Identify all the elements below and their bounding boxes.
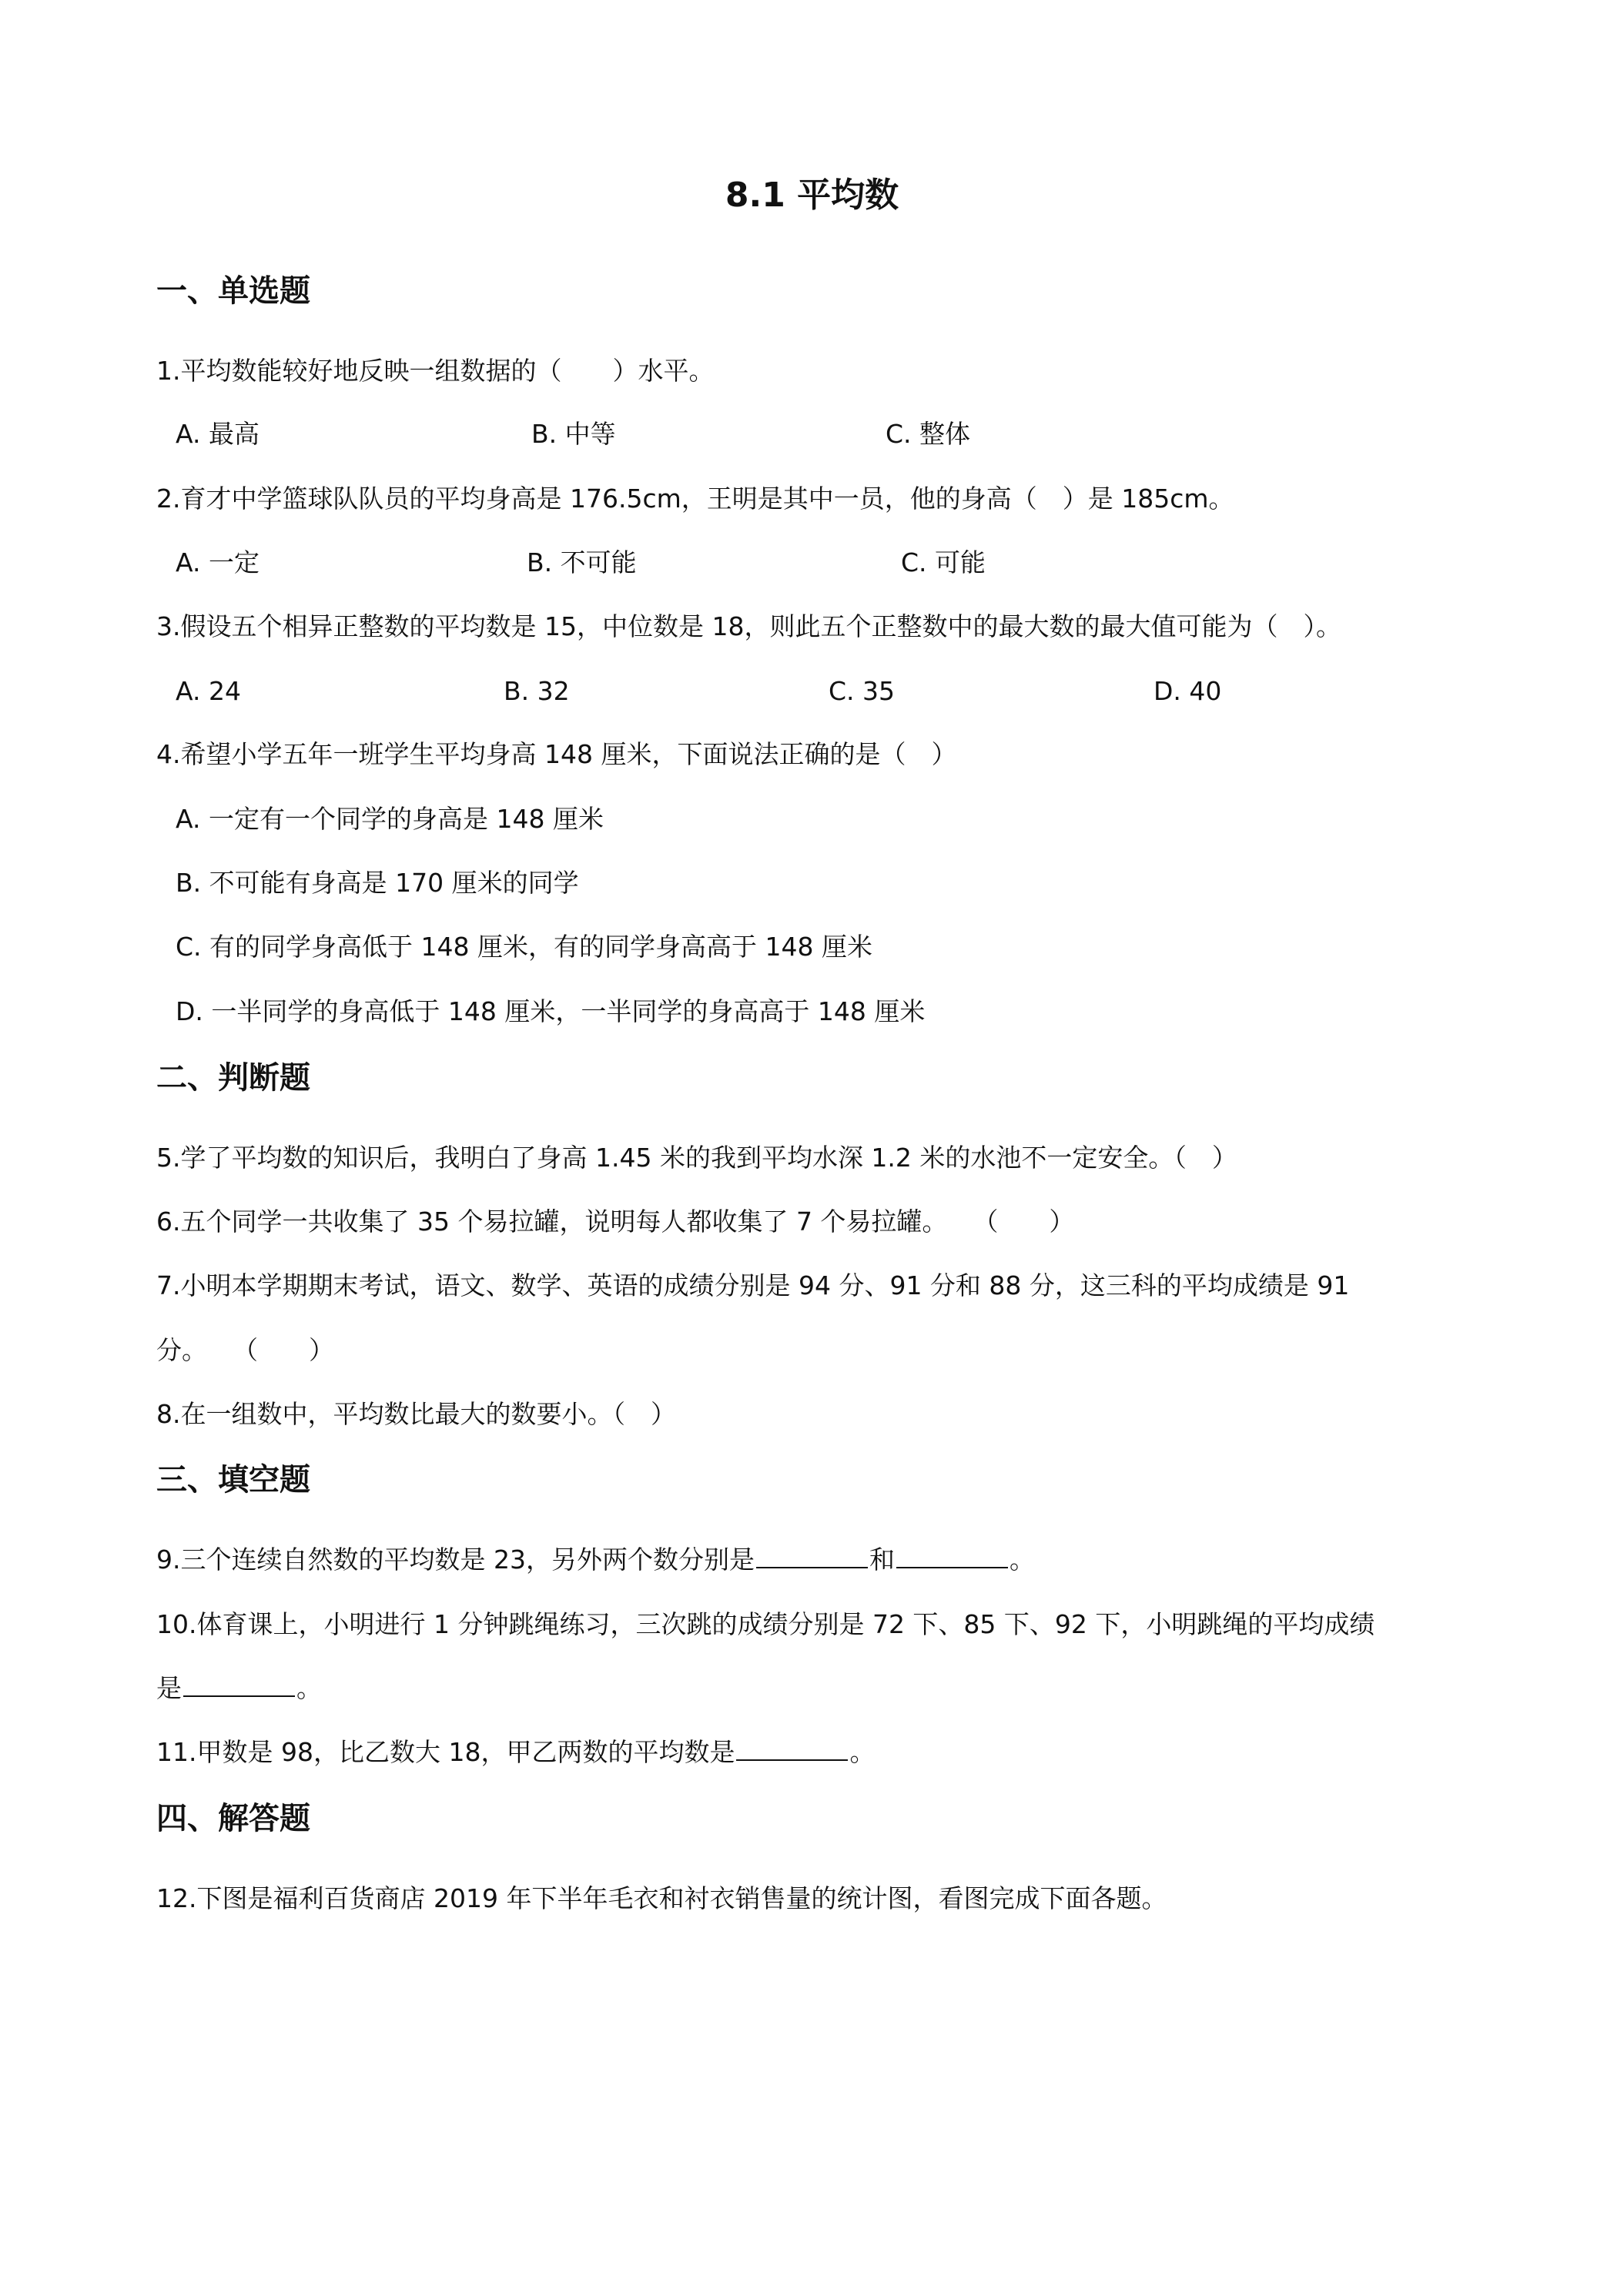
question-1-option-b: B. 中等 bbox=[531, 419, 616, 449]
question-10-line-2 bbox=[156, 1670, 322, 1707]
answer-blank[interactable] bbox=[736, 1739, 848, 1761]
question-3-option-b: B. 32 bbox=[504, 676, 570, 706]
answer-blank[interactable] bbox=[896, 1547, 1008, 1568]
question-11 bbox=[156, 1734, 875, 1771]
question-4-option-d: D. 一半同学的身高低于 148 厘米，一半同学的身高高于 148 厘米 bbox=[176, 996, 926, 1026]
question-1: 1.平均数能较好地反映一组数据的（ ）水平。 bbox=[156, 356, 715, 386]
question-9-end: 。 bbox=[1009, 1545, 1035, 1575]
question-9-connector: 和 bbox=[869, 1545, 895, 1575]
question-4-option-a: A. 一定有一个同学的身高是 148 厘米 bbox=[176, 804, 604, 834]
question-5: 5.学了平均数的知识后，我明白了身高 1.45 米的我到平均水深 1.2 米的水池不一定安全。（ ） bbox=[156, 1143, 1237, 1173]
question-2-option-b: B. 不可能 bbox=[527, 547, 637, 577]
section-heading-fill-in: 三、填空题 bbox=[156, 1462, 310, 1498]
question-2-option-c: C. 可能 bbox=[901, 547, 986, 577]
question-3-option-c: C. 35 bbox=[829, 676, 896, 706]
question-10-end: 。 bbox=[296, 1673, 322, 1703]
question-4-option-b: B. 不可能有身高是 170 厘米的同学 bbox=[176, 868, 579, 898]
question-7-line-2: 分。 （ ） bbox=[156, 1335, 334, 1365]
question-1-option-c: C. 整体 bbox=[886, 419, 971, 449]
question-8: 8.在一组数中，平均数比最大的数要小。（ ） bbox=[156, 1399, 676, 1429]
section-heading-true-false: 二、判断题 bbox=[156, 1060, 310, 1096]
question-4: 4.希望小学五年一班学生平均身高 148 厘米，下面说法正确的是（ ） bbox=[156, 739, 957, 769]
question-10-line-1: 10.体育课上，小明进行 1 分钟跳绳练习，三次跳的成绩分别是 72 下、85 下、92 下，小明跳绳的平均成绩 bbox=[156, 1609, 1375, 1639]
question-3-option-a: A. 24 bbox=[176, 676, 241, 706]
question-4-option-c: C. 有的同学身高低于 148 厘米，有的同学身高高于 148 厘米 bbox=[176, 932, 872, 962]
question-7-line-1: 7.小明本学期期末考试，语文、数学、英语的成绩分别是 94 分、91 分和 88 分，这三科的平均成绩是 91 bbox=[156, 1270, 1350, 1300]
question-11-text: 11.甲数是 98，比乙数大 18，甲乙两数的平均数是 bbox=[156, 1737, 735, 1767]
question-2: 2.育才中学篮球队队员的平均身高是 176.5cm，王明是其中一员，他的身高（ ）是 185cm。 bbox=[156, 484, 1234, 514]
answer-blank[interactable] bbox=[183, 1675, 295, 1697]
page-title: 8.1 平均数 bbox=[725, 176, 899, 215]
question-6: 6.五个同学一共收集了 35 个易拉罐，说明每人都收集了 7 个易拉罐。 （ ） bbox=[156, 1207, 1075, 1237]
question-2-option-a: A. 一定 bbox=[176, 547, 260, 577]
section-heading-single-choice: 一、单选题 bbox=[156, 273, 310, 309]
question-12: 12.下图是福利百货商店 2019 年下半年毛衣和衬衣销售量的统计图，看图完成下面各题。 bbox=[156, 1883, 1167, 1913]
question-9-text: 9.三个连续自然数的平均数是 23，另外两个数分别是 bbox=[156, 1545, 755, 1575]
question-3-option-d: D. 40 bbox=[1154, 676, 1222, 706]
question-3: 3.假设五个相异正整数的平均数是 15，中位数是 18，则此五个正整数中的最大数的最大值可能为（ ）。 bbox=[156, 611, 1341, 641]
question-11-end: 。 bbox=[849, 1737, 876, 1767]
question-9 bbox=[156, 1541, 1035, 1578]
question-10-text: 是 bbox=[156, 1673, 182, 1703]
question-1-option-a: A. 最高 bbox=[176, 419, 260, 449]
section-heading-answer: 四、解答题 bbox=[156, 1801, 310, 1836]
answer-blank[interactable] bbox=[756, 1547, 868, 1568]
